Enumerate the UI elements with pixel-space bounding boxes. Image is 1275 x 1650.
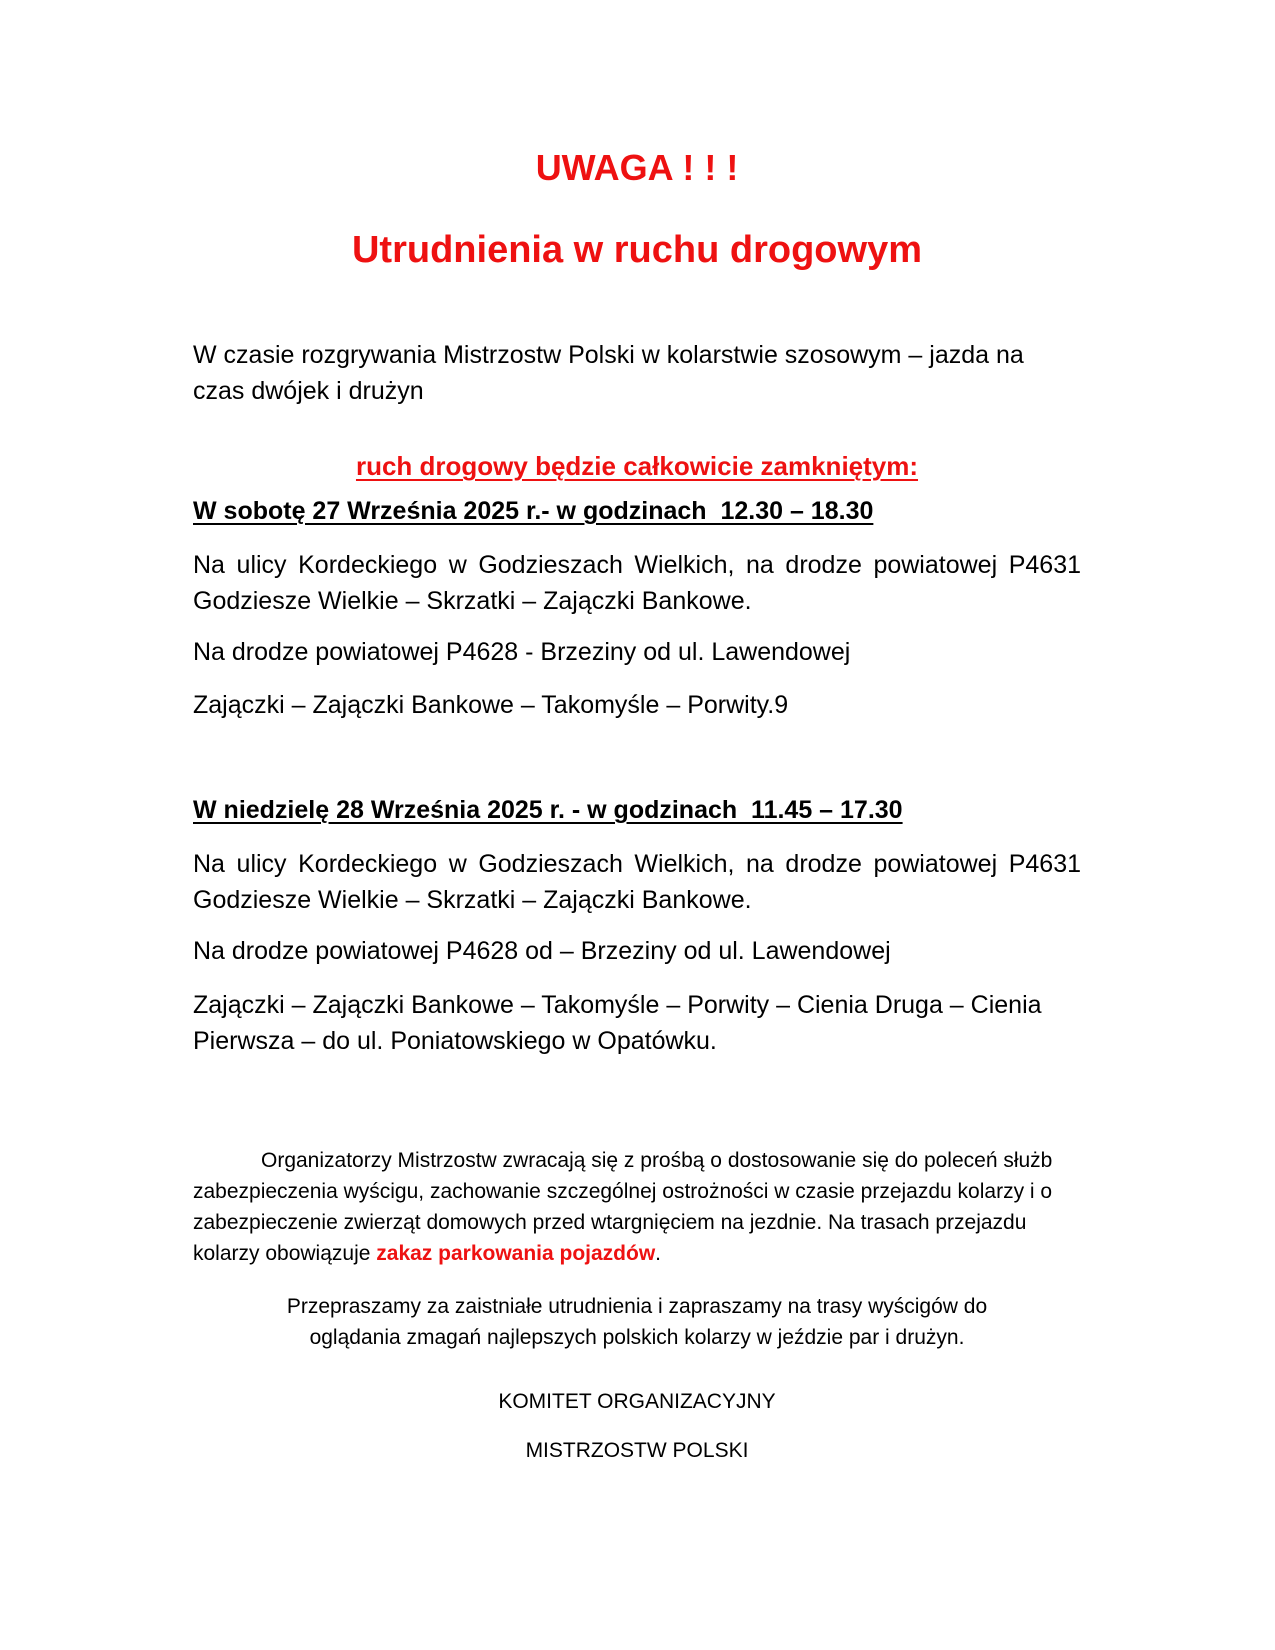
road-closed-heading: ruch drogowy będzie całkowicie zamkniętym:: [355, 451, 919, 481]
signature-line-2: MISTRZOSTW POLSKI: [525, 1439, 749, 1462]
info-text: Organizatorzy Mistrzostw zwracają się z prośbą o dostosowanie się do poleceń służb zabezpieczenia wyścigu, zachowanie szczególnej ostrożności w czasie przejazdu kolarzy i o zabezpieczenie zwierząt domowych przed wtargnięciem na jezdnie. Na trasach przejazdu kolarzy obowiązuje: [193, 1149, 1053, 1265]
info-paragraph: [193, 1145, 1081, 1269]
notice-subtitle: Utrudnienia w ruchu drogowym: [351, 229, 923, 271]
saturday-heading: W sobotę 27 Września 2025 r.- w godzinach 12.30 – 18.30: [193, 497, 874, 525]
saturday-route-2: Na drodze powiatowej P4628 - Brzeziny od ul. Lawendowej: [193, 638, 851, 666]
no-parking-warning: zakaz parkowania pojazdów: [376, 1242, 656, 1265]
notice-title: UWAGA ! ! !: [535, 147, 739, 188]
intro-paragraph: W czasie rozgrywania Mistrzostw Polski w kolarstwie szosowym – jazda na czas dwójek i drużyn: [193, 341, 1024, 405]
apology-paragraph: [193, 1291, 1081, 1353]
saturday-route-3: Zajączki – Zajączki Bankowe – Takomyśle – Porwity.9: [193, 691, 789, 719]
sunday-route-3: Zajączki – Zajączki Bankowe – Takomyśle – Porwity – Cienia Druga – Cienia Pierwsza – do ul. Poniatowskiego w Opatówku.: [193, 991, 1042, 1055]
sunday-route-1: Na ulicy Kordeckiego w Godzieszach Wielkich, na drodze powiatowej P4631 Godziesze Wielkie – Skrzatki – Zajączki Bankowe.: [193, 850, 1081, 914]
saturday-route-1: Na ulicy Kordeckiego w Godzieszach Wielkich, na drodze powiatowej P4631 Godziesze Wielkie – Skrzatki – Zajączki Bankowe.: [193, 551, 1081, 615]
sunday-route-2: Na drodze powiatowej P4628 od – Brzeziny od ul. Lawendowej: [193, 937, 891, 965]
signature-line-1: KOMITET ORGANIZACYJNY: [498, 1390, 776, 1413]
apology-line-2: oglądania zmagań najlepszych polskich kolarzy w jeździe par i drużyn.: [309, 1326, 965, 1349]
info-end: .: [655, 1242, 662, 1265]
sunday-heading: W niedzielę 28 Września 2025 r. - w godzinach 11.45 – 17.30: [193, 796, 903, 824]
apology-line-1: Przepraszamy za zaistniałe utrudnienia i zapraszamy na trasy wyścigów do: [286, 1295, 988, 1318]
